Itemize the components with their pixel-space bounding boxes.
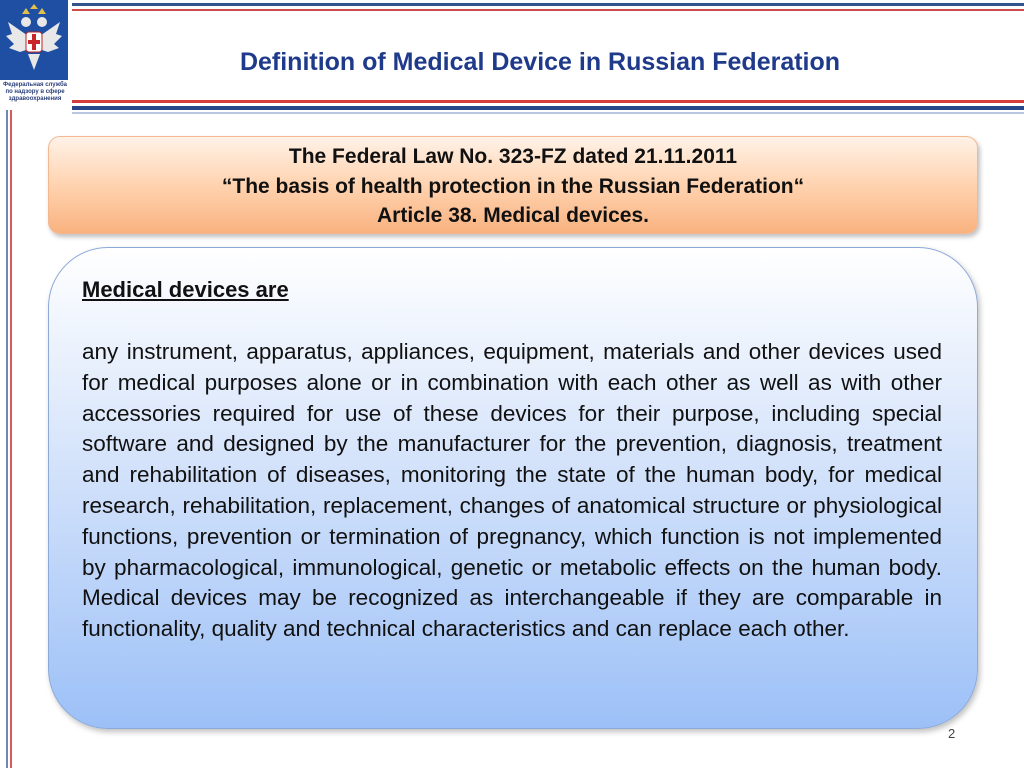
- definition-body: any instrument, apparatus, appliances, equipment, materials and other devices used for medical purposes alone or in combination with each other as well as with other accessories required for use of these devices for their purpose, including special software and designed by the manufacturer for the prevention, diagnosis, treatment and rehabilitation of diseases, monitoring the state of the human body, for medical research, rehabilitation, replacement, changes of anatomical structure or physiological functions, prevention or termination of pregnancy, which function is not implemented by pharmacological, immunological, genetic or metabolic effects on the human body. Medical devices may be recognized as interchangeable if they are comparable in functionality, quality and technical characteristics and can replace each other.: [82, 339, 942, 642]
- top-rule-blue: [72, 3, 1024, 6]
- logo-caption-line: здравоохранения: [8, 96, 62, 102]
- left-rule-red: [10, 110, 12, 768]
- law-reference-box: [48, 136, 978, 234]
- law-article-line: Article 38. Medical devices.: [377, 204, 649, 227]
- slide-title: Definition of Medical Device in Russian Federation: [239, 48, 841, 76]
- double-headed-eagle-emblem-icon: [0, 0, 68, 80]
- definition-heading: Medical devices are: [82, 277, 289, 302]
- law-reference-line: The Federal Law No. 323-FZ dated 21.11.2011: [288, 145, 738, 168]
- header-rule-light: [72, 112, 1024, 114]
- logo-caption-line: Федеральная служба: [2, 82, 67, 88]
- roszdravnadzor-logo: [0, 0, 68, 80]
- law-reference-line: “The basis of health protection in the Russian Federation“: [221, 175, 805, 198]
- page-number: 2: [948, 726, 956, 741]
- logo-caption-line: по надзору в сфере: [5, 89, 65, 95]
- logo-caption: [0, 82, 70, 103]
- header-rule-blue: [72, 106, 1024, 110]
- top-rule-red: [72, 9, 1024, 11]
- left-rule-blue: [6, 110, 8, 768]
- header-rule-red: [72, 100, 1024, 103]
